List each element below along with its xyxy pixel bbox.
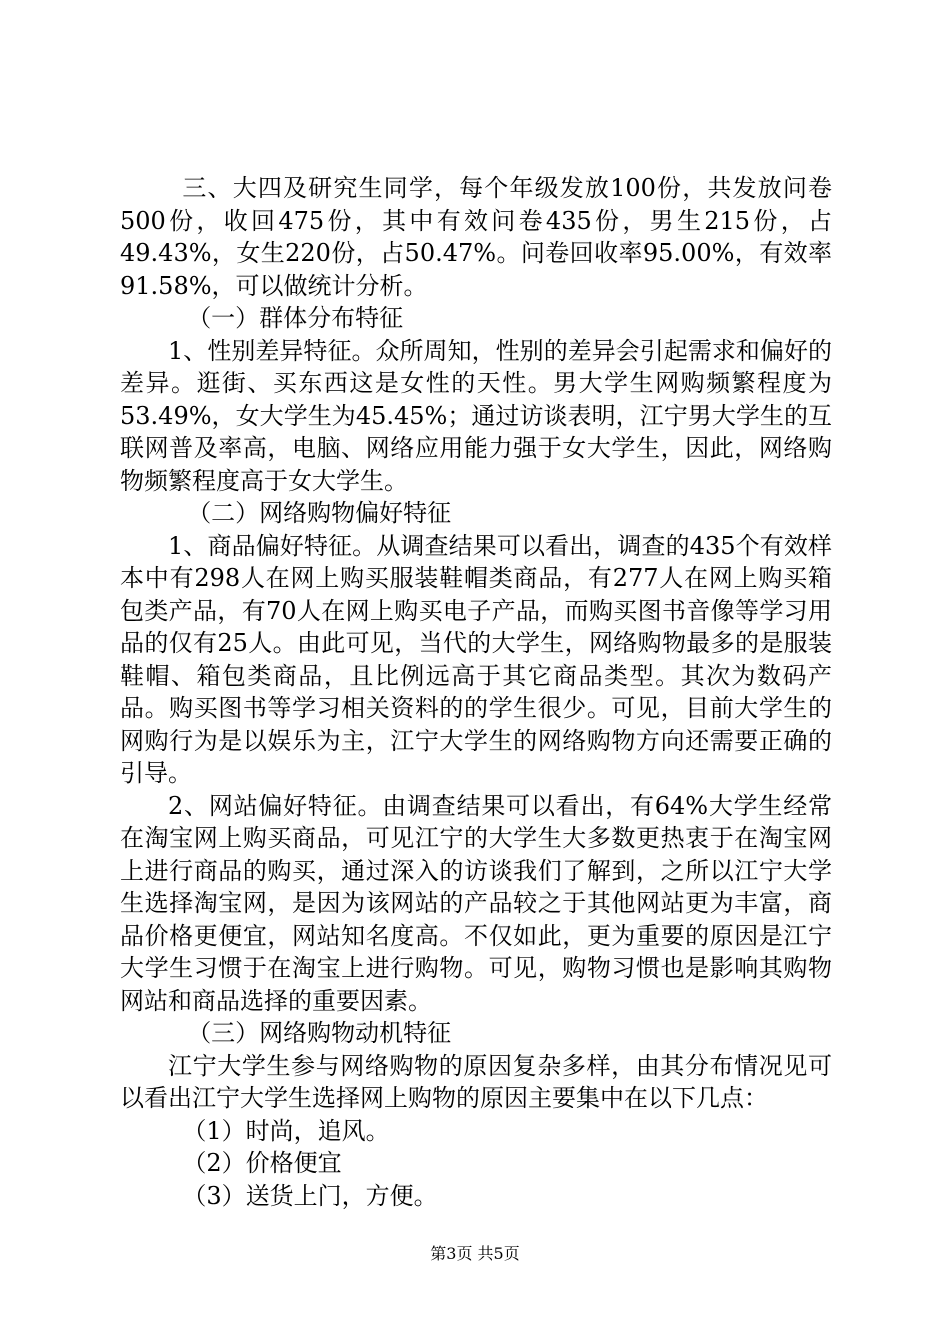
list-item-fashion: （1）时尚，追风。 <box>182 1116 390 1145</box>
paragraph-gender-difference: 1、性别差异特征。众所周知，性别的差异会引起需求和偏好的差异。逛街、买东西这是女性的天性。男大学生网购频繁程度为53.49%，女大学生为45.45%；通过访谈表明，江宁男大学生的互联网普及率高，电脑、网络应用能力强于女大学生，因此，网络购物频繁程度高于女大学生。 <box>120 336 832 495</box>
paragraph-survey-summary: 三、大四及研究生同学，每个年级发放100份，共发放问卷500份，收回475份，其中有效问卷435份，男生215份，占49.43%，女生220份，占50.47%。问卷回收率95.00%，有效率91.58%，可以做统计分析。 <box>120 174 832 300</box>
heading-group-distribution: （一）群体分布特征 <box>187 304 404 332</box>
paragraph-website-preference: 2、网站偏好特征。由调查结果可以看出，有64%大学生经常在淘宝网上购买商品，可见江宁的大学生大多数更热衷于在淘宝网上进行商品的购买，通过深入的访谈我们了解到，之所以江宁大学生选择淘宝网，是因为该网站的产品较之于其他网站更为丰富，商品价格更便宜，网站知名度高。不仅如此，更为重要的原因是江宁大学生习惯于在淘宝上进行购物。可见，购物习惯也是影响其购物网站和商品选择的重要因素。 <box>120 791 832 1015</box>
list-item-price: （2）价格便宜 <box>182 1149 342 1177</box>
paragraph-product-preference: 1、商品偏好特征。从调查结果可以看出，调查的435个有效样本中有298人在网上购买服装鞋帽类商品，有277人在网上购买箱包类产品，有70人在网上购买电子产品，而购买图书音像等学习用品的仅有25人。由此可见，当代的大学生，网络购物最多的是服装鞋帽、箱包类商品，且比例远高于其它商品类型。其次为数码产品。购买图书等学习相关资料的的学生很少。可见，目前大学生的网购行为是以娱乐为主，江宁大学生的网络购物方向还需要正确的引导。 <box>120 531 832 787</box>
page-number-footer: 第3页 共5页 <box>430 1244 520 1263</box>
paragraph-motivation-intro: 江宁大学生参与网络购物的原因复杂多样，由其分布情况见可以看出江宁大学生选择网上购物的原因主要集中在以下几点： <box>120 1051 832 1112</box>
list-item-delivery: （3）送货上门，方便。 <box>182 1181 438 1210</box>
document-body <box>120 172 832 1212</box>
heading-shopping-preference: （二）网络购物偏好特征 <box>187 499 452 527</box>
heading-shopping-motivation: （三）网络购物动机特征 <box>187 1019 452 1047</box>
